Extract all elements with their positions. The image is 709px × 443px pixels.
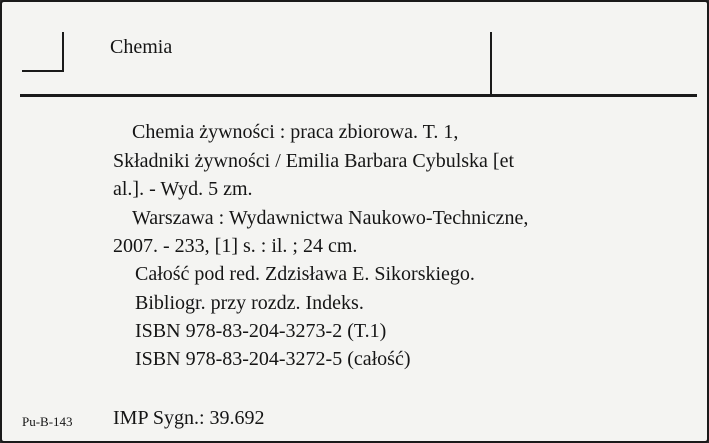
isbn-set: ISBN 978-83-204-3272-5 (całość) [135, 348, 411, 370]
imprint-line-2: 2007. - 233, [1] s. : il. ; 24 cm. [113, 235, 358, 257]
title-line-2: Składniki żywności / Emilia Barbara Cybulska [et [113, 150, 515, 172]
note-bibliography: Bibliogr. przy rozdz. Indeks. [135, 292, 364, 314]
subject-heading: Chemia [110, 36, 173, 58]
header-horizontal-rule [20, 94, 697, 97]
call-number: IMP Sygn.: 39.692 [113, 407, 265, 429]
header-vertical-divider [490, 32, 492, 96]
corner-bracket-mark [22, 32, 64, 72]
isbn-volume: ISBN 978-83-204-3273-2 (T.1) [135, 320, 387, 342]
shelfmark-code: Pu-B-143 [22, 414, 73, 429]
note-editor: Całość pod red. Zdzisława E. Sikorskiego. [135, 263, 475, 285]
title-line-1: Chemia żywności : praca zbiorowa. T. 1, [132, 121, 459, 143]
title-line-3: al.]. - Wyd. 5 zm. [113, 178, 253, 200]
imprint-line-1: Warszawa : Wydawnictwa Naukowo-Techniczne, [132, 207, 529, 229]
